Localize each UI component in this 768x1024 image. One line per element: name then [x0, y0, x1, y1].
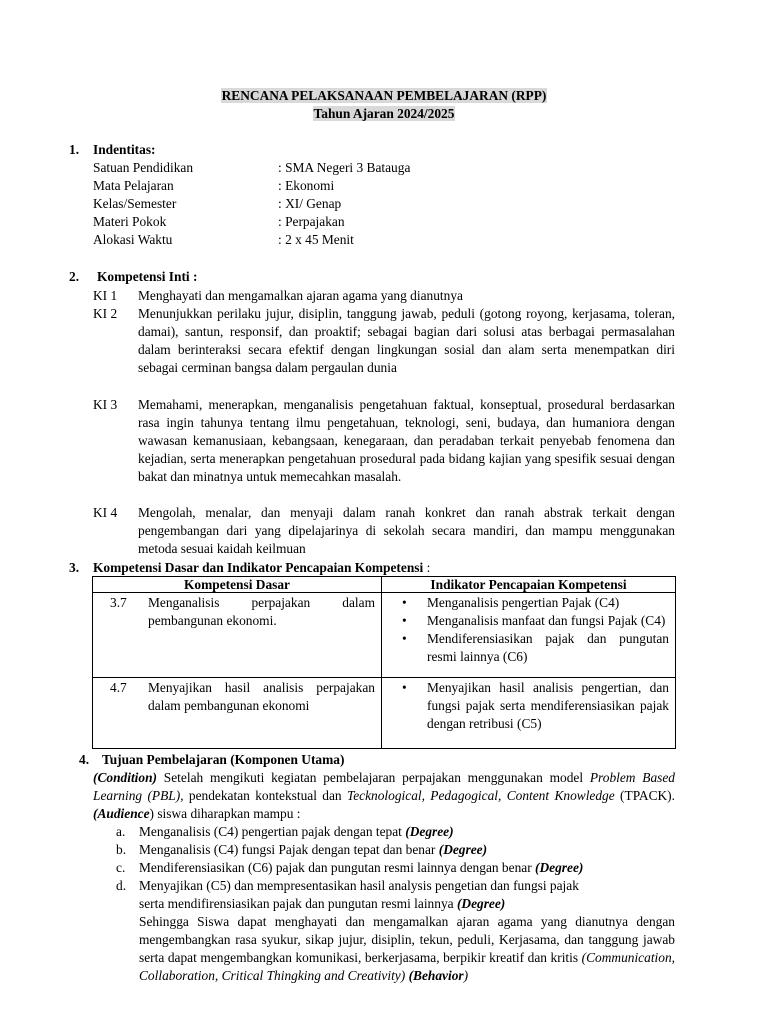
identitas-value: : 2 x 45 Menit [278, 232, 354, 247]
ki-item [93, 396, 675, 486]
ki-label: KI 3 [93, 397, 118, 412]
section-4-number: 4. [79, 752, 90, 767]
ki-text: Memahami, menerapkan, menganalisis pengetahuan faktual, konseptual, prosedural berdasarkan rasa ingin tahunya tentang ilmu pengetahuan, teknologi, seni, budaya, dan humaniora dengan wawasan kemanusiaan, kebangsaan, kenegaraan, dan peradaban terkait penyebab fenomena dan kejadian, serta menerapkan pengetahuan prosedural pada bidang kajian yang spesifik sesuai dengan bakat dan minatnya untuk memecahkan masalah. [138, 397, 675, 484]
list-letter: b. [116, 842, 127, 857]
identitas-label: Mata Pelajaran [93, 178, 174, 193]
identitas-value: : XI/ Genap [278, 196, 342, 211]
identitas-table [93, 159, 513, 249]
indicator-item: • Menganalisis manfaat dan fungsi Pajak (C4) [402, 612, 669, 630]
list-item: b. Menganalisis (C4) fungsi Pajak dengan tepat dan benar (Degree) [116, 842, 488, 857]
indicator-list [382, 678, 675, 733]
kd-table [92, 576, 676, 749]
list-item: c. Mendiferensiasikan (C6) pajak dan pungutan resmi lainnya dengan benar (Degree) [116, 860, 584, 875]
page-title: RENCANA PELAKSANAAN PEMBELAJARAN (RPP) [221, 88, 547, 103]
section-1-heading: Indentitas: [93, 142, 156, 157]
identitas-label: Kelas/Semester [93, 196, 177, 211]
identitas-row [93, 159, 513, 177]
identitas-label: Alokasi Waktu [93, 232, 173, 247]
tujuan-closing: Sehingga Siswa dapat menghayati dan mengamalkan ajaran agama yang dianutnya dengan mengembangkan rasa syukur, sikap jujur, disiplin, tekun, peduli, Kerjasama, dan tanggung jawab serta dapat mengembangkan komunikasi, berkerjasama, berpikir kreatif dan kritis (Communication, Collaboration, Critical Thingking and Creativity) (Behavior) [139, 914, 675, 983]
page-subtitle: Tahun Ajaran 2024/2025 [313, 106, 455, 121]
kd-code: 4.7 [110, 680, 127, 695]
list-letter: a. [116, 824, 126, 839]
identitas-row [93, 177, 513, 195]
list-item-continuation: serta mendifirensiasikan pajak dan pungutan resmi lainnya (Degree) [139, 896, 506, 911]
ki-label: KI 4 [93, 505, 118, 520]
identitas-value: : SMA Negeri 3 Batauga [278, 160, 411, 175]
ki-label: KI 1 [93, 288, 118, 303]
list-item: d. Menyajikan (C5) dan mempresentasikan hasil analysis pengetian dan fungsi pajak [116, 878, 579, 893]
ki-text: Menunjukkan perilaku jujur, disiplin, tanggung jawab, peduli (gotong royong, kerjasama, toleran, damai), santun, responsif, dan proaktif; sebagai bagian dari solusi atas berbagai permasalahan dalam berinteraksi secara efektif dengan lingkungan sosial dan alam serta menempatkan diri sebagai cerminan bangsa dalam pergaulan dunia [138, 306, 675, 375]
identitas-label: Materi Pokok [93, 214, 167, 229]
identitas-value: : Ekonomi [278, 178, 335, 193]
kd-code: 3.7 [110, 595, 127, 610]
section-3-number: 3. [69, 560, 80, 575]
list-letter: c. [116, 860, 126, 875]
indicator-item: • Menyajikan hasil analisis pengertian, dan fungsi pajak serta mendiferensiasikan pajak dengan retribusi (C5) [402, 679, 669, 733]
kd-text: Menyajikan hasil analisis perpajakan dalam pembangunan ekonomi [148, 680, 375, 713]
identitas-row [93, 195, 513, 213]
section-2-heading: Kompetensi Inti : [97, 269, 198, 284]
indicator-list [382, 593, 675, 666]
identitas-value: : Perpajakan [278, 214, 345, 229]
ki-item [93, 504, 675, 558]
kd-col-header: Kompetensi Dasar [93, 577, 382, 593]
table-row [93, 678, 676, 749]
section-4-heading: Tujuan Pembelajaran (Komponen Utama) [102, 752, 345, 767]
ki-label: KI 2 [93, 306, 118, 321]
table-row [93, 593, 676, 678]
ipk-col-header: Indikator Pencapaian Kompetensi [382, 577, 676, 593]
ki-text: Mengolah, menalar, dan menyaji dalam ranah konkret dan ranah abstrak terkait dengan pengembangan dari yang dipelajarinya di sekolah secara mandiri, dan mampu menggunakan metoda sesuai kaidah keilmuan [138, 505, 675, 556]
identitas-label: Satuan Pendidikan [93, 160, 194, 175]
ki-item [93, 287, 675, 305]
identitas-row [93, 231, 513, 249]
section-1-number: 1. [69, 142, 80, 157]
indicator-item: • Mendiferensiasikan pajak dan pungutan resmi lainnya (C6) [402, 630, 669, 666]
indicator-item: • Menganalisis pengertian Pajak (C4) [402, 594, 669, 612]
ki-item [93, 305, 675, 377]
kd-text: Menganalisis perpajakan dalam pembangunan ekonomi. [148, 595, 375, 628]
kd-table-header [93, 577, 676, 593]
identitas-row [93, 213, 513, 231]
tujuan-intro: (Condition) Setelah mengikuti kegiatan pembelajaran perpajakan menggunakan model Problem Based Learning (PBL), pendekatan kontekstual dan Tecknological, Pedagogical, Content Knowledge (TPACK). (Audience) siswa diharapkan mampu : [93, 770, 675, 821]
list-letter: d. [116, 878, 127, 893]
section-3-heading: Kompetensi Dasar dan Indikator Pencapaian Kompetensi : [93, 560, 431, 575]
section-2-number: 2. [69, 269, 80, 284]
ki-text: Menghayati dan mengamalkan ajaran agama yang dianutnya [138, 288, 463, 303]
list-item: a. Menganalisis (C4) pengertian pajak dengan tepat (Degree) [116, 824, 454, 839]
